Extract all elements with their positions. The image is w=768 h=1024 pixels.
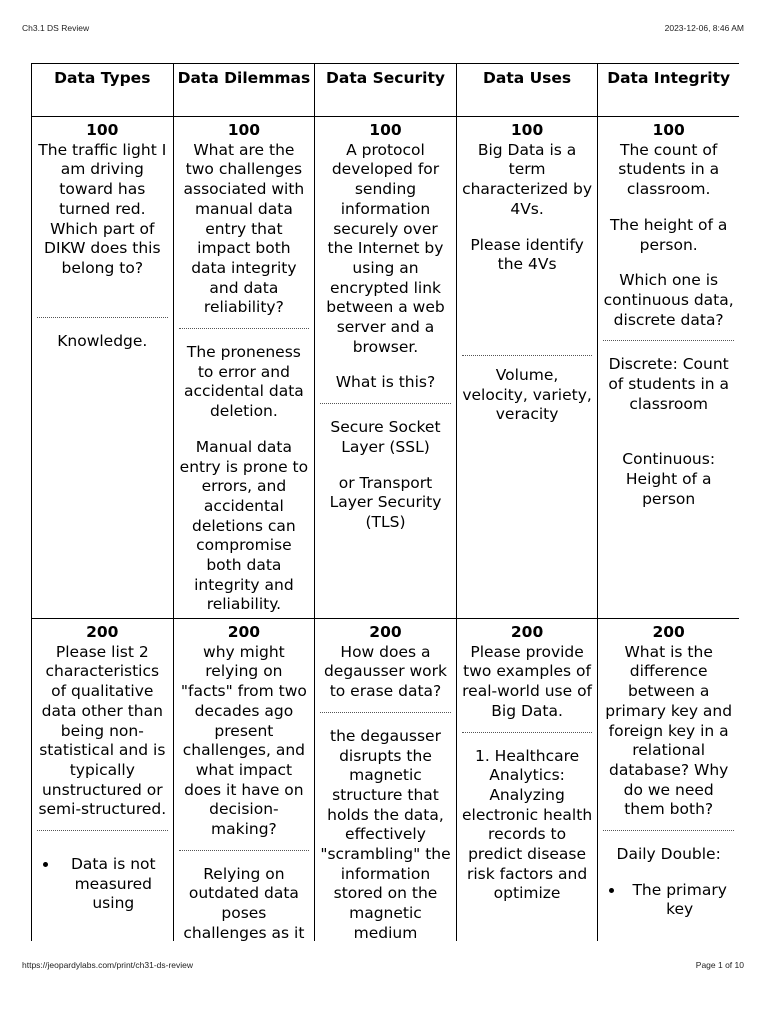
clue-question <box>37 643 168 820</box>
clue-cell <box>598 619 739 942</box>
clue-answer <box>320 418 451 533</box>
answer-list-item: • The primary key <box>625 881 734 920</box>
category-header: Data Uses <box>456 64 598 117</box>
clue-cell <box>32 117 174 619</box>
clue-answer <box>603 355 734 509</box>
question-text: The count of students in a classroom. <box>618 140 720 199</box>
question-text: Which one is continuous data, discrete data? <box>603 271 734 329</box>
answer-text: the degausser disrupts the magnetic structure that holds the data, effectively "scrambling" the information stored on the magnetic medium <box>320 726 451 941</box>
answer-divider <box>603 830 734 831</box>
clue-answer <box>320 727 451 941</box>
answer-text: Continuous: Height of a person <box>622 450 716 508</box>
question-text: How does a degausser work to erase data? <box>323 642 447 701</box>
clue-question <box>603 643 734 820</box>
clue-answer <box>462 366 593 425</box>
answer-text: Relying on outdated data poses challenges as it <box>183 864 305 941</box>
answer-text: Secure Socket Layer (SSL) <box>330 418 441 456</box>
jeopardy-board <box>31 63 739 941</box>
clue-answer <box>603 845 734 920</box>
question-text: What is this? <box>335 373 436 392</box>
answer-list-item: • Data is not measured using <box>59 855 168 914</box>
clue-cell <box>456 117 598 619</box>
category-header-row <box>32 64 740 117</box>
answer-divider <box>320 712 451 713</box>
clue-answer <box>179 343 310 615</box>
answer-text: or Transport Layer Security (TLS) <box>329 473 442 531</box>
answer-divider <box>179 850 310 851</box>
answer-divider <box>179 328 310 329</box>
question-text: Please list 2 characteristics of qualitative data other than being non-statistical and is typically unstructured or semi-structured. <box>38 642 167 819</box>
clue-question <box>320 141 451 393</box>
clue-question <box>462 643 593 722</box>
clue-answer <box>179 865 310 941</box>
answer-text: Knowledge. <box>57 331 148 350</box>
clue-answer <box>37 855 168 914</box>
print-footer <box>22 960 744 970</box>
answer-divider <box>37 317 168 318</box>
clue-answer <box>462 747 593 905</box>
answer-list <box>625 881 734 920</box>
clue-cell <box>315 117 457 619</box>
category-header: Data Security <box>315 64 457 117</box>
category-header: Data Integrity <box>598 64 739 117</box>
question-text: A protocol developed for sending information securely over the Internet by using an encrypted link between a web server and a browser. <box>326 140 445 356</box>
answer-divider <box>462 355 593 356</box>
page-url: https://jeopardylabs.com/print/ch31-ds-review <box>22 960 194 970</box>
answer-divider <box>37 830 168 831</box>
point-value: 100 <box>86 121 119 139</box>
print-header <box>22 23 744 33</box>
clue-question <box>179 141 310 318</box>
question-text: The traffic light I am driving toward has turned red. Which part of DIKW does this belong to? <box>38 140 167 277</box>
answer-divider <box>320 403 451 404</box>
answer-text: 1. Healthcare Analytics: Analyzing electronic health records to predict disease risk factors and optimize <box>462 746 593 903</box>
question-text: why might relying on "facts" from two decades ago present challenges, and what impact does it have on decision-making? <box>180 642 307 839</box>
answer-text: The proneness to error and accidental data deletion. <box>184 343 304 421</box>
point-value: 100 <box>652 121 685 139</box>
question-text: What are the two challenges associated with manual data entry that impact both data integrity and data reliability? <box>183 140 305 317</box>
clue-row <box>32 117 740 619</box>
question-text: The height of a person. <box>609 215 728 254</box>
clue-cell <box>32 619 174 942</box>
print-datetime: 2023-12-06, 8:46 AM <box>664 23 744 33</box>
category-header: Data Dilemmas <box>173 64 315 117</box>
clue-question <box>603 141 734 331</box>
point-value: 100 <box>510 121 544 139</box>
point-value: 100 <box>227 121 261 139</box>
page-number: Page 1 of 10 <box>695 960 744 970</box>
answer-divider <box>462 732 593 733</box>
answer-divider <box>603 340 734 341</box>
category-header: Data Types <box>32 64 174 117</box>
answer-text: Daily Double: <box>616 845 721 864</box>
clue-question <box>179 643 310 840</box>
question-text: Please identify the 4Vs <box>470 235 584 274</box>
clue-answer <box>37 332 168 352</box>
clue-cell <box>173 619 315 942</box>
answer-text: Manual data entry is prone to errors, and accidental deletions can compromise both data integrity and reliability. <box>179 437 309 614</box>
clue-cell <box>173 117 315 619</box>
clue-question <box>37 141 168 279</box>
clue-question <box>320 643 451 702</box>
answer-text: Volume, velocity, variety, veracity <box>462 365 592 424</box>
document-title: Ch3.1 DS Review <box>22 23 90 33</box>
clue-question <box>462 141 593 275</box>
clue-row <box>32 619 740 942</box>
clue-cell <box>598 117 739 619</box>
point-value: 200 <box>510 623 544 641</box>
point-value: 200 <box>227 623 261 641</box>
answer-text: Discrete: Count of students in a classroom <box>608 355 730 413</box>
point-value: 200 <box>86 623 119 641</box>
point-value: 200 <box>652 623 685 641</box>
question-text: What is the difference between a primary key and foreign key in a relational database? Why do we need them both? <box>605 642 733 819</box>
clue-cell <box>456 619 598 942</box>
question-text: Please provide two examples of real-world use of Big Data. <box>462 642 593 720</box>
question-text: Big Data is a term characterized by 4Vs. <box>462 140 593 218</box>
point-value: 100 <box>369 121 402 139</box>
point-value: 200 <box>369 623 402 641</box>
clue-cell <box>315 619 457 942</box>
board-table <box>31 63 739 941</box>
answer-list <box>59 855 168 914</box>
